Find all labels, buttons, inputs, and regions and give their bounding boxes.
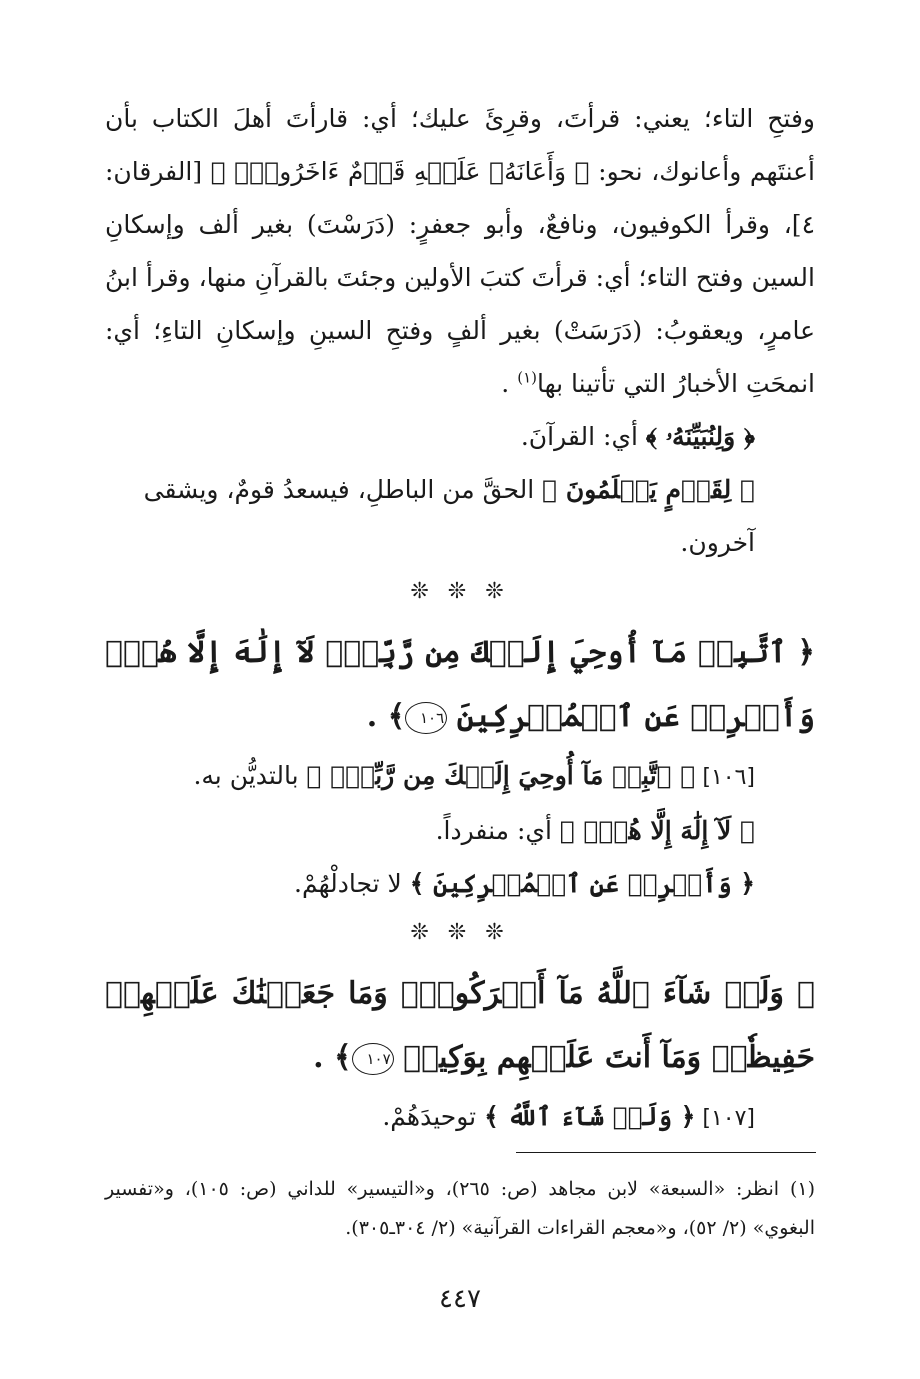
gloss-text: الحقَّ من الباطلِ، فيسعدُ قومٌ، ويشقى آخرون. <box>143 475 755 557</box>
verse-text: ﴿ وَلَوۡ شَآءَ ٱللَّهُ مَآ أَشۡرَكُواْۗ وَمَا جَعَلۡنَٰكَ عَلَيۡهِمۡ حَفِيظٗاۖ وَمَآ أَنتَ عَلَيۡهِم بِوَكِيلٖ <box>105 976 815 1075</box>
gloss-line-1 <box>105 410 815 463</box>
gloss-text: أي: القرآنَ. <box>520 422 646 451</box>
aya-number-icon: ١٠٧ <box>352 1043 394 1075</box>
gloss-text: لا تجادلْهُمْ. <box>294 869 410 898</box>
verse-text: ﴿ ٱتَّبِعۡ مَآ أُوحِيَ إِلَيۡكَ مِن رَّبِّكَۖ لَآ إِلَٰهَ إِلَّا هُوَۖ وَأَعۡرِضۡ عَنِ ٱلۡمُشۡرِكِينَ <box>105 635 815 734</box>
gloss-text: بالتديُّن به. <box>193 761 307 790</box>
verse-ref: [١٠٧] <box>695 1106 755 1131</box>
gloss-line-2 <box>105 463 815 569</box>
page-number: ٤٤٧ <box>439 1284 481 1314</box>
paragraph-text: وفتحِ التاء؛ يعني: قرأتَ، وقرِئَ عليك؛ أي: قارأتَ أهلَ الكتاب بأن أعنتَهم وأعانوك، نحو: ﴿ وَأَعَانَهُۥ عَلَيۡهِ قَوۡمٌ ءَاخَرُونَۖ ﴾ [الفرقان: ٤]، وقرأ الكوفيون، ونافعٌ، وأبو جعفرٍ: (دَرَسْتَ) بغير ألف وإسكانِ السين وفتح التاء؛ أي: قرأتَ كتبَ الأولين وجئتَ بالقرآنِ منها، وقرأ ابنُ عامرٍ، ويعقوبُ: (دَرَسَتْ) بغير ألفٍ وفتحِ السينِ وإسكانِ التاءِ؛ أي: انمحَتِ الأخبارُ التي تأتينا بها <box>104 104 815 398</box>
verse-106 <box>105 621 815 749</box>
section-separator: ❊ ❊ ❊ <box>410 579 510 604</box>
quran-quote: ﴿ لِقَوۡمٍ يَعۡلَمُونَ ﴾ <box>542 475 755 504</box>
section-separator: ❊ ❊ ❊ <box>410 920 510 945</box>
quran-quote: ﴿ وَلِنُبَيِّنَهُۥ ﴾ <box>645 422 755 451</box>
quran-quote: ﴿ ٱتَّبِعۡ مَآ أُوحِيَ إِلَيۡكَ مِن رَّبِّكَۖ ﴾ <box>306 761 696 790</box>
paragraph-end: . <box>501 369 518 398</box>
footnote-divider <box>516 1152 816 1153</box>
footnote-ref[interactable]: (١) <box>517 368 537 387</box>
commentary-paragraph <box>105 92 815 410</box>
verse-107 <box>105 962 815 1090</box>
verse-107-comment <box>105 1090 815 1145</box>
gloss-text: توحيدَهُمْ. <box>382 1102 485 1131</box>
gloss-text: أي: منفرداً. <box>435 816 560 845</box>
verse-close: ﴾ . <box>366 699 406 734</box>
main-text <box>105 92 815 1145</box>
quran-quote: ﴿ وَلَوۡ شَآءَ ٱللَّهُ ﴾ <box>484 1102 696 1131</box>
quran-quote: ﴿ لَآ إِلَٰهَ إِلَّا هُوَۖ ﴾ <box>559 816 755 845</box>
quran-quote: ﴿ وَأَعۡرِضۡ عَنِ ٱلۡمُشۡرِكِينَ ﴾ <box>409 869 755 898</box>
verse-106-comment-1 <box>105 749 815 804</box>
aya-number-icon: ١٠٦ <box>405 702 447 734</box>
verse-106-comment-2 <box>105 804 815 857</box>
verse-ref: [١٠٦] <box>695 765 755 790</box>
verse-106-comment-3 <box>105 857 815 910</box>
footnote: (١) انظر: «السبعة» لابن مجاهد (ص: ٢٦٥)، و«التيسير» للداني (ص: ١٠٥)، و«تفسير البغوي» (٢/ ٥٢)، و«معجم القراءات القرآنية» (٢/ ٣٠٤ـ٣٠٥). <box>105 1178 815 1239</box>
verse-close: ﴾ . <box>313 1040 352 1075</box>
